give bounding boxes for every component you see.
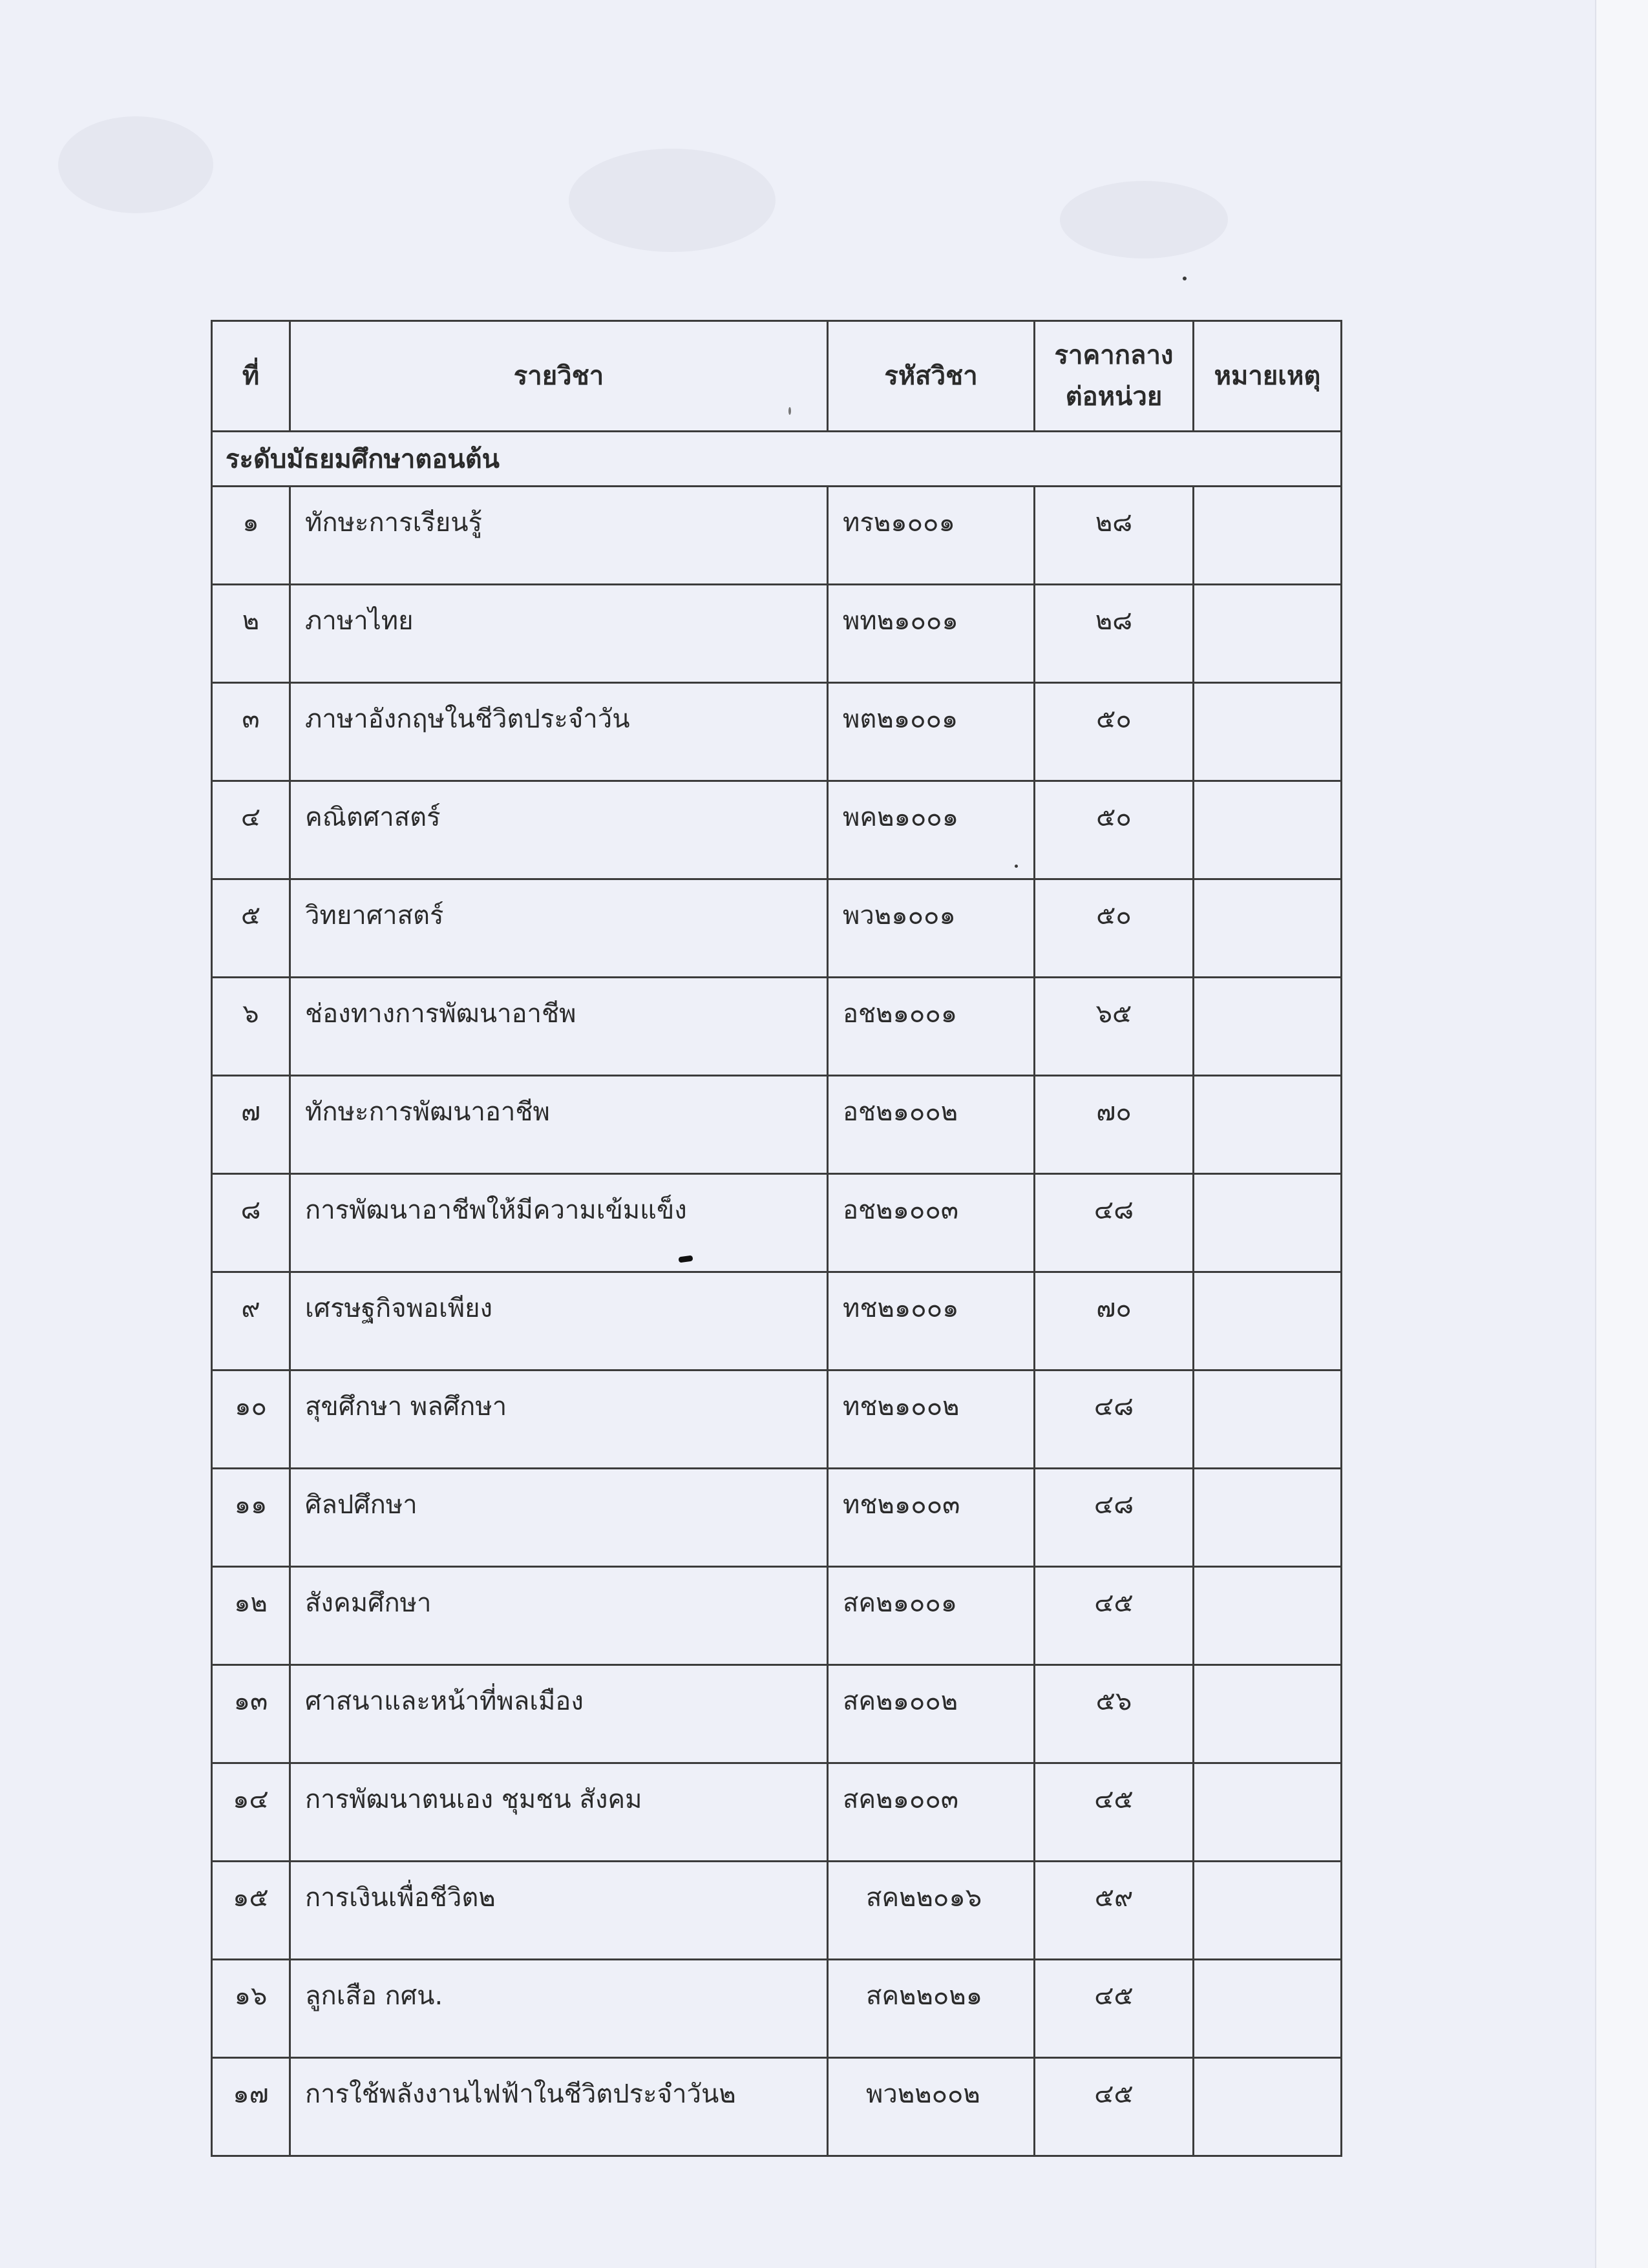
unit-price: ๒๘ (1035, 487, 1194, 585)
table-row (212, 487, 1342, 585)
subject-name: ภาษาอังกฤษในชีวิตประจำวัน (290, 683, 828, 781)
remarks (1194, 1665, 1342, 1763)
subject-code: สค๒๑๐๐๑ (828, 1567, 1035, 1665)
subject-name: การเงินเพื่อชีวิต๒ (290, 1862, 828, 1960)
scan-speck (1183, 277, 1187, 280)
unit-price: ๕๐ (1035, 781, 1194, 879)
section-row (212, 432, 1342, 487)
remarks (1194, 683, 1342, 781)
subject-code: พค๒๑๐๐๑ (828, 781, 1035, 879)
remarks (1194, 1272, 1342, 1370)
row-number: ๒ (212, 585, 290, 683)
header-price (1035, 321, 1194, 432)
table-row (212, 1960, 1342, 2058)
scan-smudge (58, 116, 213, 213)
row-number: ๑๕ (212, 1862, 290, 1960)
remarks (1194, 781, 1342, 879)
remarks (1194, 1862, 1342, 1960)
row-number: ๓ (212, 683, 290, 781)
row-number: ๑๓ (212, 1665, 290, 1763)
subject-name: การพัฒนาอาชีพให้มีความเข้มแข็ง (290, 1174, 828, 1272)
unit-price: ๗๐ (1035, 1076, 1194, 1174)
subject-code: ทช๒๑๐๐๑ (828, 1272, 1035, 1370)
subject-code: สค๒๒๐๑๖ (828, 1862, 1035, 1960)
subject-name: สังคมศึกษา (290, 1567, 828, 1665)
remarks (1194, 487, 1342, 585)
row-number: ๑๒ (212, 1567, 290, 1665)
unit-price: ๕๙ (1035, 1862, 1194, 1960)
subject-name: วิทยาศาสตร์ (290, 879, 828, 978)
subject-name: ศาสนาและหน้าที่พลเมือง (290, 1665, 828, 1763)
unit-price: ๔๕ (1035, 1567, 1194, 1665)
table-row (212, 978, 1342, 1076)
unit-price: ๔๘ (1035, 1174, 1194, 1272)
subject-name: ศิลปศึกษา (290, 1469, 828, 1567)
table-row (212, 1469, 1342, 1567)
subject-name: สุขศึกษา พลศึกษา (290, 1370, 828, 1469)
table-row (212, 2058, 1342, 2156)
subject-code: สค๒๑๐๐๓ (828, 1763, 1035, 1862)
subject-name: ลูกเสือ กศน. (290, 1960, 828, 2058)
row-number: ๖ (212, 978, 290, 1076)
remarks (1194, 585, 1342, 683)
subject-code: ทช๒๑๐๐๒ (828, 1370, 1035, 1469)
subject-name: ทักษะการพัฒนาอาชีพ (290, 1076, 828, 1174)
unit-price: ๕๐ (1035, 683, 1194, 781)
subject-code: ทร๒๑๐๐๑ (828, 487, 1035, 585)
price-table (211, 320, 1342, 2157)
header-code: รหัสวิชา (828, 321, 1035, 432)
header-price-line2: ต่อหน่วย (1065, 382, 1163, 412)
subject-name: คณิตศาสตร์ (290, 781, 828, 879)
subject-code: อช๒๑๐๐๒ (828, 1076, 1035, 1174)
row-number: ๗ (212, 1076, 290, 1174)
unit-price: ๒๘ (1035, 585, 1194, 683)
row-number: ๑๐ (212, 1370, 290, 1469)
header-remarks: หมายเหตุ (1194, 321, 1342, 432)
subject-name: ทักษะการเรียนรู้ (290, 487, 828, 585)
remarks (1194, 1763, 1342, 1862)
row-number: ๘ (212, 1174, 290, 1272)
row-number: ๕ (212, 879, 290, 978)
header-price-line1: ราคากลาง (1054, 341, 1174, 370)
remarks (1194, 1076, 1342, 1174)
unit-price: ๔๕ (1035, 1763, 1194, 1862)
remarks (1194, 879, 1342, 978)
subject-code: สค๒๒๐๒๑ (828, 1960, 1035, 2058)
subject-code: อช๒๑๐๐๑ (828, 978, 1035, 1076)
table-row (212, 1763, 1342, 1862)
remarks (1194, 978, 1342, 1076)
row-number: ๑ (212, 487, 290, 585)
table-row (212, 781, 1342, 879)
unit-price: ๗๐ (1035, 1272, 1194, 1370)
remarks (1194, 1567, 1342, 1665)
unit-price: ๔๕ (1035, 2058, 1194, 2156)
subject-code: พว๒๒๐๐๒ (828, 2058, 1035, 2156)
unit-price: ๔๘ (1035, 1469, 1194, 1567)
remarks (1194, 1469, 1342, 1567)
subject-code: อช๒๑๐๐๓ (828, 1174, 1035, 1272)
header-no: ที่ (212, 321, 290, 432)
table-header-row (212, 321, 1342, 432)
table-row (212, 1076, 1342, 1174)
unit-price: ๖๕ (1035, 978, 1194, 1076)
row-number: ๙ (212, 1272, 290, 1370)
remarks (1194, 1174, 1342, 1272)
table-row (212, 1174, 1342, 1272)
table-row (212, 1665, 1342, 1763)
scan-smudge (569, 149, 776, 252)
subject-name: การพัฒนาตนเอง ชุมชน สังคม (290, 1763, 828, 1862)
subject-code: ทช๒๑๐๐๓ (828, 1469, 1035, 1567)
row-number: ๑๗ (212, 2058, 290, 2156)
row-number: ๑๖ (212, 1960, 290, 2058)
table-row (212, 1862, 1342, 1960)
row-number: ๔ (212, 781, 290, 879)
unit-price: ๔๕ (1035, 1960, 1194, 2058)
table-row (212, 1370, 1342, 1469)
table-row (212, 585, 1342, 683)
remarks (1194, 1370, 1342, 1469)
unit-price: ๔๘ (1035, 1370, 1194, 1469)
table-row (212, 1272, 1342, 1370)
section-title: ระดับมัธยมศึกษาตอนต้น (212, 432, 1342, 487)
subject-code: พว๒๑๐๐๑ (828, 879, 1035, 978)
subject-name: เศรษฐกิจพอเพียง (290, 1272, 828, 1370)
table-row (212, 879, 1342, 978)
header-subject: รายวิชา (290, 321, 828, 432)
table-row (212, 683, 1342, 781)
unit-price: ๕๖ (1035, 1665, 1194, 1763)
row-number: ๑๔ (212, 1763, 290, 1862)
subject-code: สค๒๑๐๐๒ (828, 1665, 1035, 1763)
table-row (212, 1567, 1342, 1665)
scan-smudge (1060, 181, 1228, 258)
row-number: ๑๑ (212, 1469, 290, 1567)
remarks (1194, 1960, 1342, 2058)
subject-code: พต๒๑๐๐๑ (828, 683, 1035, 781)
subject-name: ภาษาไทย (290, 585, 828, 683)
subject-name: ช่องทางการพัฒนาอาชีพ (290, 978, 828, 1076)
unit-price: ๕๐ (1035, 879, 1194, 978)
subject-code: พท๒๑๐๐๑ (828, 585, 1035, 683)
remarks (1194, 2058, 1342, 2156)
scanner-bed-edge (1595, 0, 1648, 2268)
subject-name: การใช้พลังงานไฟฟ้าในชีวิตประจำวัน๒ (290, 2058, 828, 2156)
